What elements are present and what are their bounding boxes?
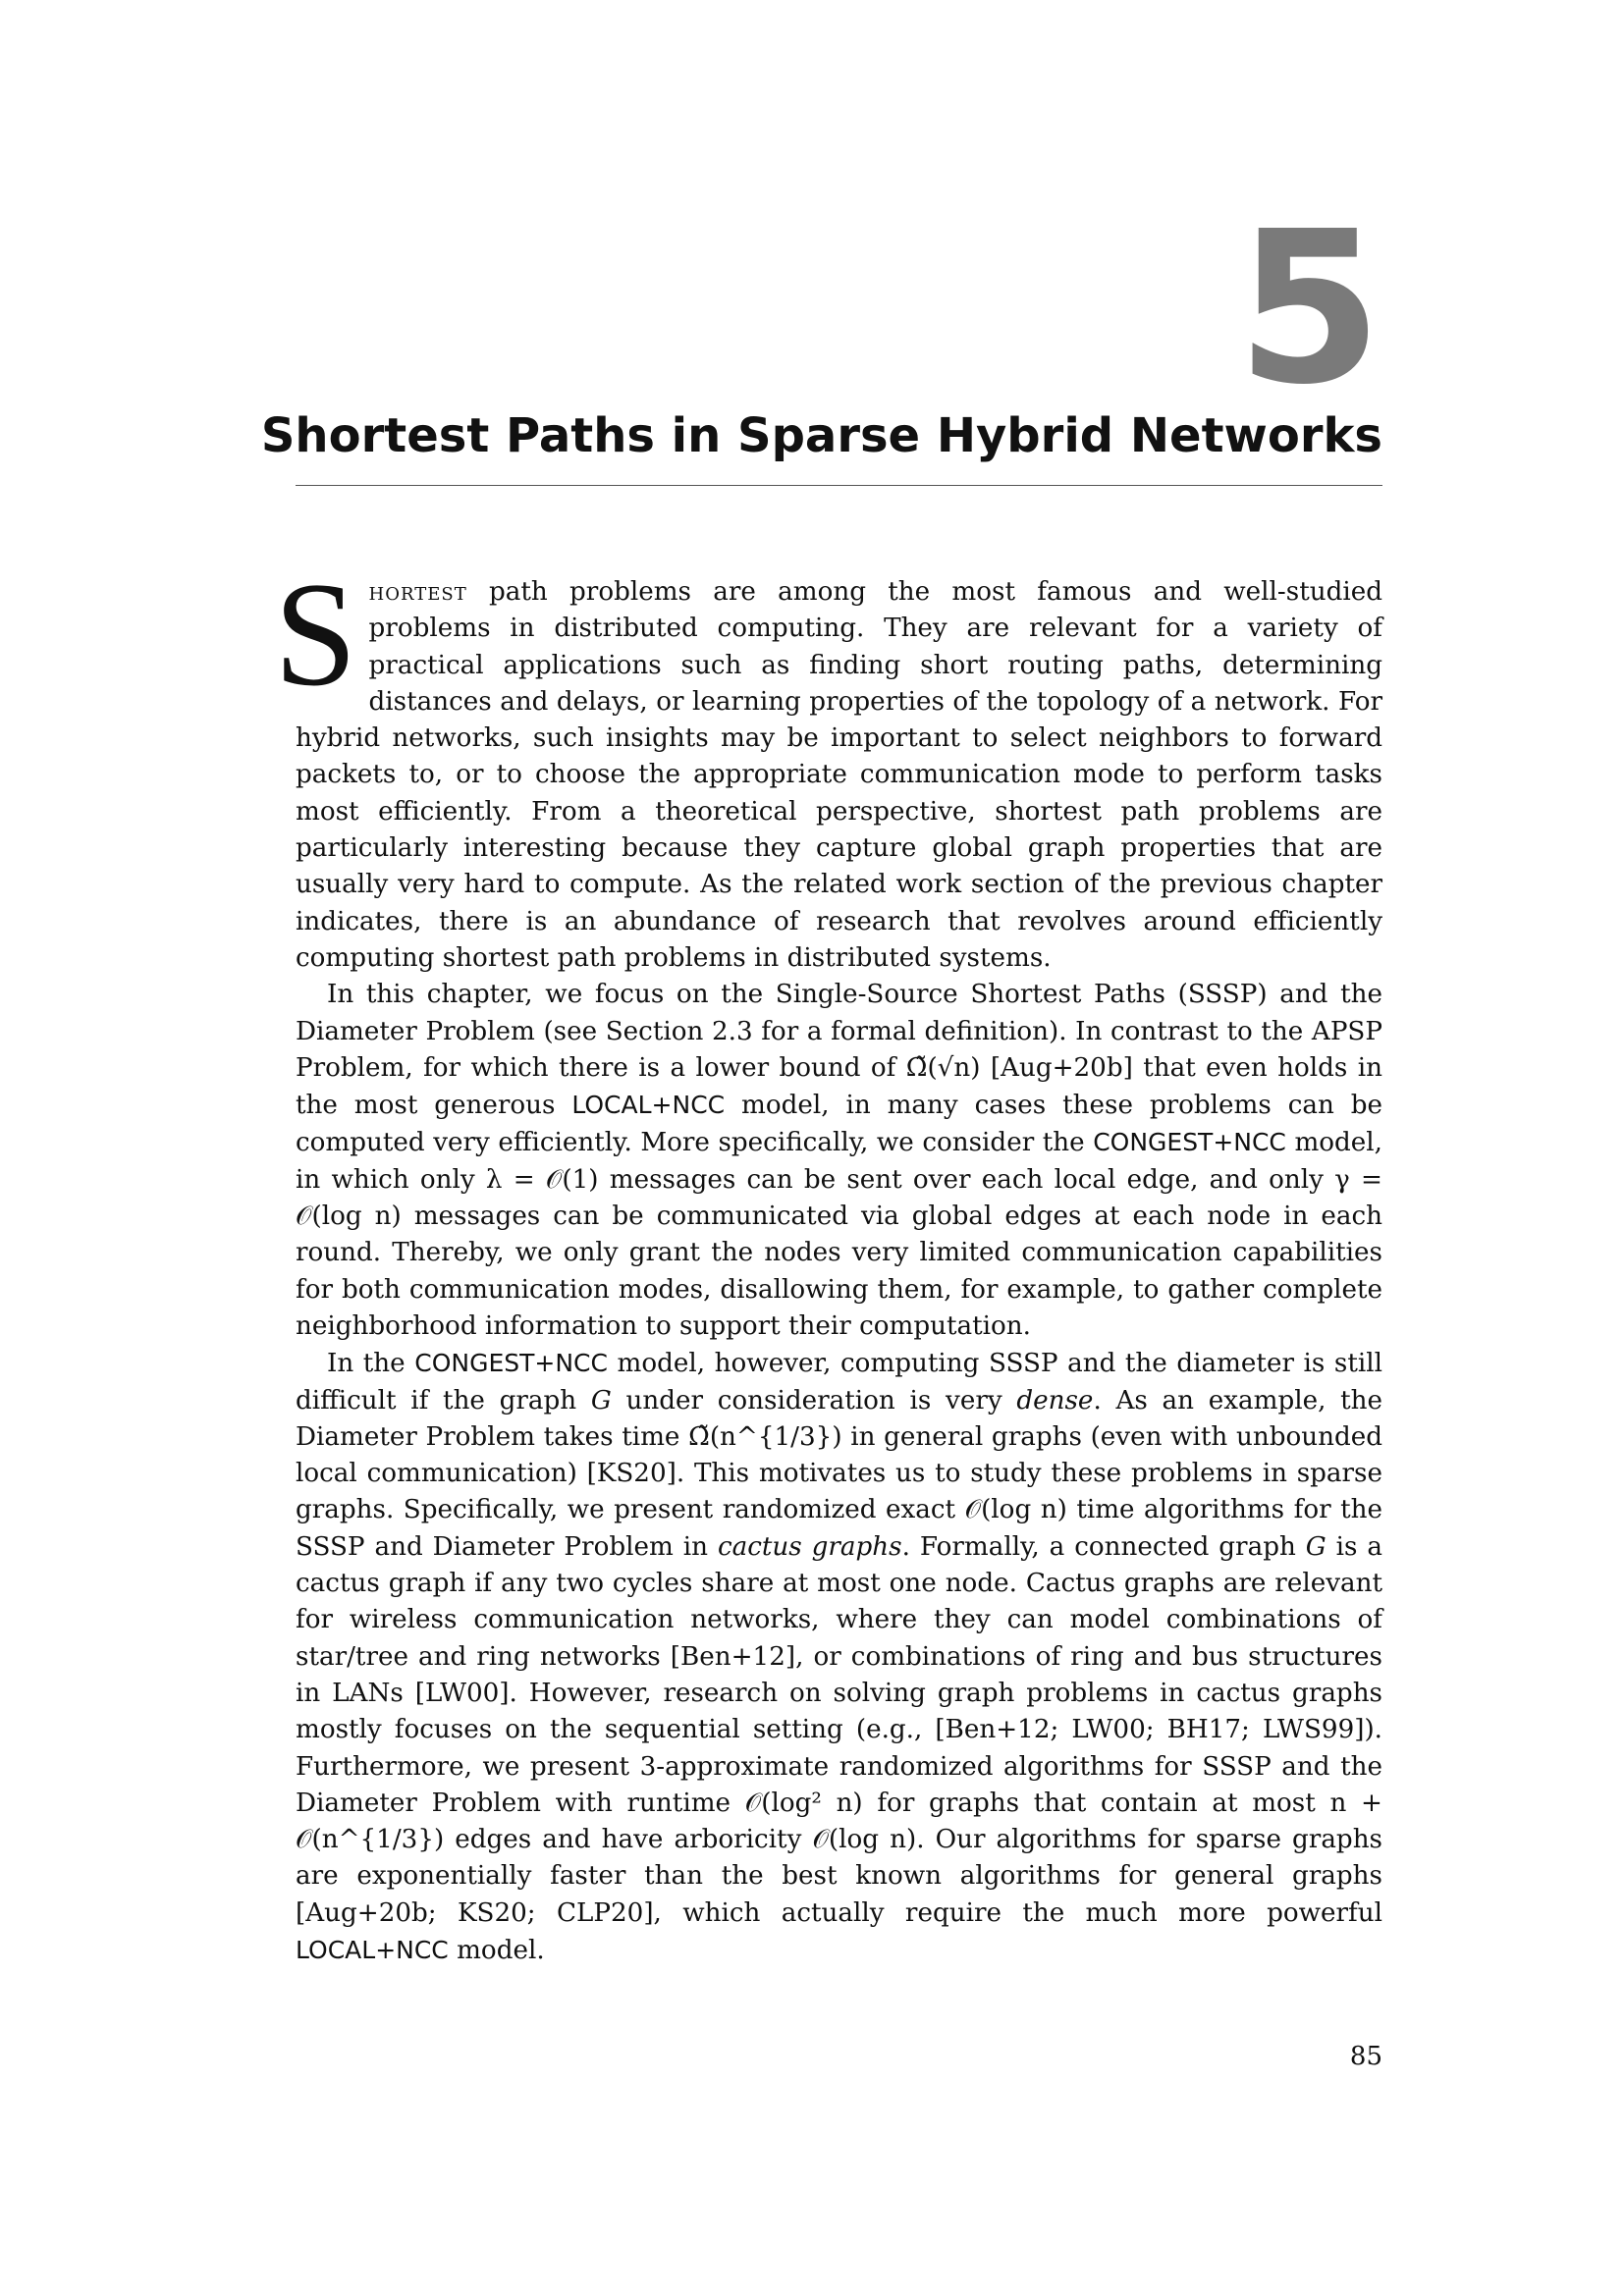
page-number: 85 [1349,2042,1382,2071]
math-omega-n-third: Ω̃(n^{1/3}) [688,1421,842,1452]
text-run: in general graphs (even with unbounded local communication) [KS20]. This motivates us to study these problems in sparse graphs. Specifically, we present randomized exact [296,1421,1382,1525]
paragraph-1 [274,552,1382,977]
text-run: In this chapter, we focus on the Single-Source Shortest Paths (SSSP) and the Diameter Problem (see Section 2.3 for a formal definition). In contrast to the APSP Problem, for which there is a lower bound of [296,980,1382,1083]
text-run: time algorithms for the SSSP and Diameter Problem in [296,1495,1383,1562]
math-gamma: γ = 𝒪(log n) [296,1164,1382,1232]
text-run: messages can be sent over each local edge, and only [598,1164,1335,1195]
drop-cap: S [274,552,357,717]
chapter-body [274,552,1383,1969]
text-run: . Formally, a connected graph [901,1531,1306,1562]
math-lambda: λ = 𝒪(1) [485,1164,599,1195]
text-run: model, in many cases these problems can be computed very efficiently. More specifically, we consider the [296,1091,1382,1158]
math-omega-sqrt-n: Ω̃(√n) [905,1052,981,1083]
text-run: . Our algorithms for sparse graphs are exponentially faster than the best known algorithms for general graphs [Aug+20b; KS20; CLP20], which actually require the much more powerful [296,1825,1383,1928]
small-caps-lead: hortest [368,577,467,607]
text-run: is a cactus graph if any two cycles share at most one node. Cactus graphs are relevant for wireless communication networks, where they can model combinations of star/tree and ring networks [Ben+12], or combinations of ring and bus structures in LANs [LW00]. However, research on solving graph problems in cactus graphs mostly focuses on the sequential setting (e.g., [Ben+12; LW00; BH17; LWS99]). Furthermore, we present 3-approximate randomized algorithms for SSSP and the Diameter Problem with runtime [296,1531,1382,1818]
paragraph-2 [296,977,1382,1345]
paragraph-1-text: path problems are among the most famous and well-studied problems in distributed computing. They are relevant for a variety of practical applications such as finding short routing paths, determining distances and delays, or learning properties of the topology of a network. For hybrid networks, such insights may be important to select neighbors to forward packets to, or to choose the appropriate communication mode to perform tasks most efficiently. From a theoretical perspective, shortest path problems are particularly interesting because they capture global graph properties that are usually very hard to compute. As the related work section of the previous chapter indicates, there is an abundance of research that revolves around efficiently computing shortest path problems in distributed systems. [296,577,1382,973]
chapter-title: Shortest Paths in Sparse Hybrid Networks [260,408,1382,463]
math-arboricity: 𝒪(log n) [812,1825,917,1855]
chapter-number: 5 [1236,187,1382,431]
model-local-ncc: LOCAL+NCC [571,1091,726,1120]
text-run: . As an example, the Diameter Problem takes time [296,1385,1383,1452]
math-graph-g: G [590,1385,612,1415]
paragraph-3 [296,1345,1382,1969]
emphasis-dense: dense [1016,1385,1094,1415]
model-local-ncc: LOCAL+NCC [296,1935,449,1964]
math-log-squared-n: 𝒪(log² n) [744,1788,863,1818]
title-rule [296,485,1382,486]
model-congest-ncc: CONGEST+NCC [414,1349,608,1378]
text-run: model, however, computing SSSP and the diameter is still difficult if the graph [296,1349,1383,1415]
text-run: for graphs that contain at most [862,1788,1330,1818]
model-congest-ncc: CONGEST+NCC [1093,1128,1286,1157]
math-log-n: 𝒪(log n) [964,1495,1067,1525]
text-run: messages can be communicated via global edges at each node in each round. Thereby, we only grant the nodes very limited communication capabilities for both communication modes, disallowing them, for example, to gather complete neighborhood information to support their computation. [296,1201,1382,1341]
text-run: [Aug+20b] that even holds in the most generous [296,1052,1383,1121]
text-run: In the [327,1349,415,1379]
text-run: under consideration is very [611,1385,1017,1415]
math-edge-bound: n + 𝒪(n^{1/3}) [296,1788,1383,1855]
text-run: model, in which only [296,1128,1383,1195]
text-run: model. [448,1935,545,1965]
text-run: edges and have arboricity [444,1825,813,1855]
math-graph-g: G [1305,1531,1326,1562]
emphasis-cactus-graphs: cactus graphs [717,1531,902,1562]
